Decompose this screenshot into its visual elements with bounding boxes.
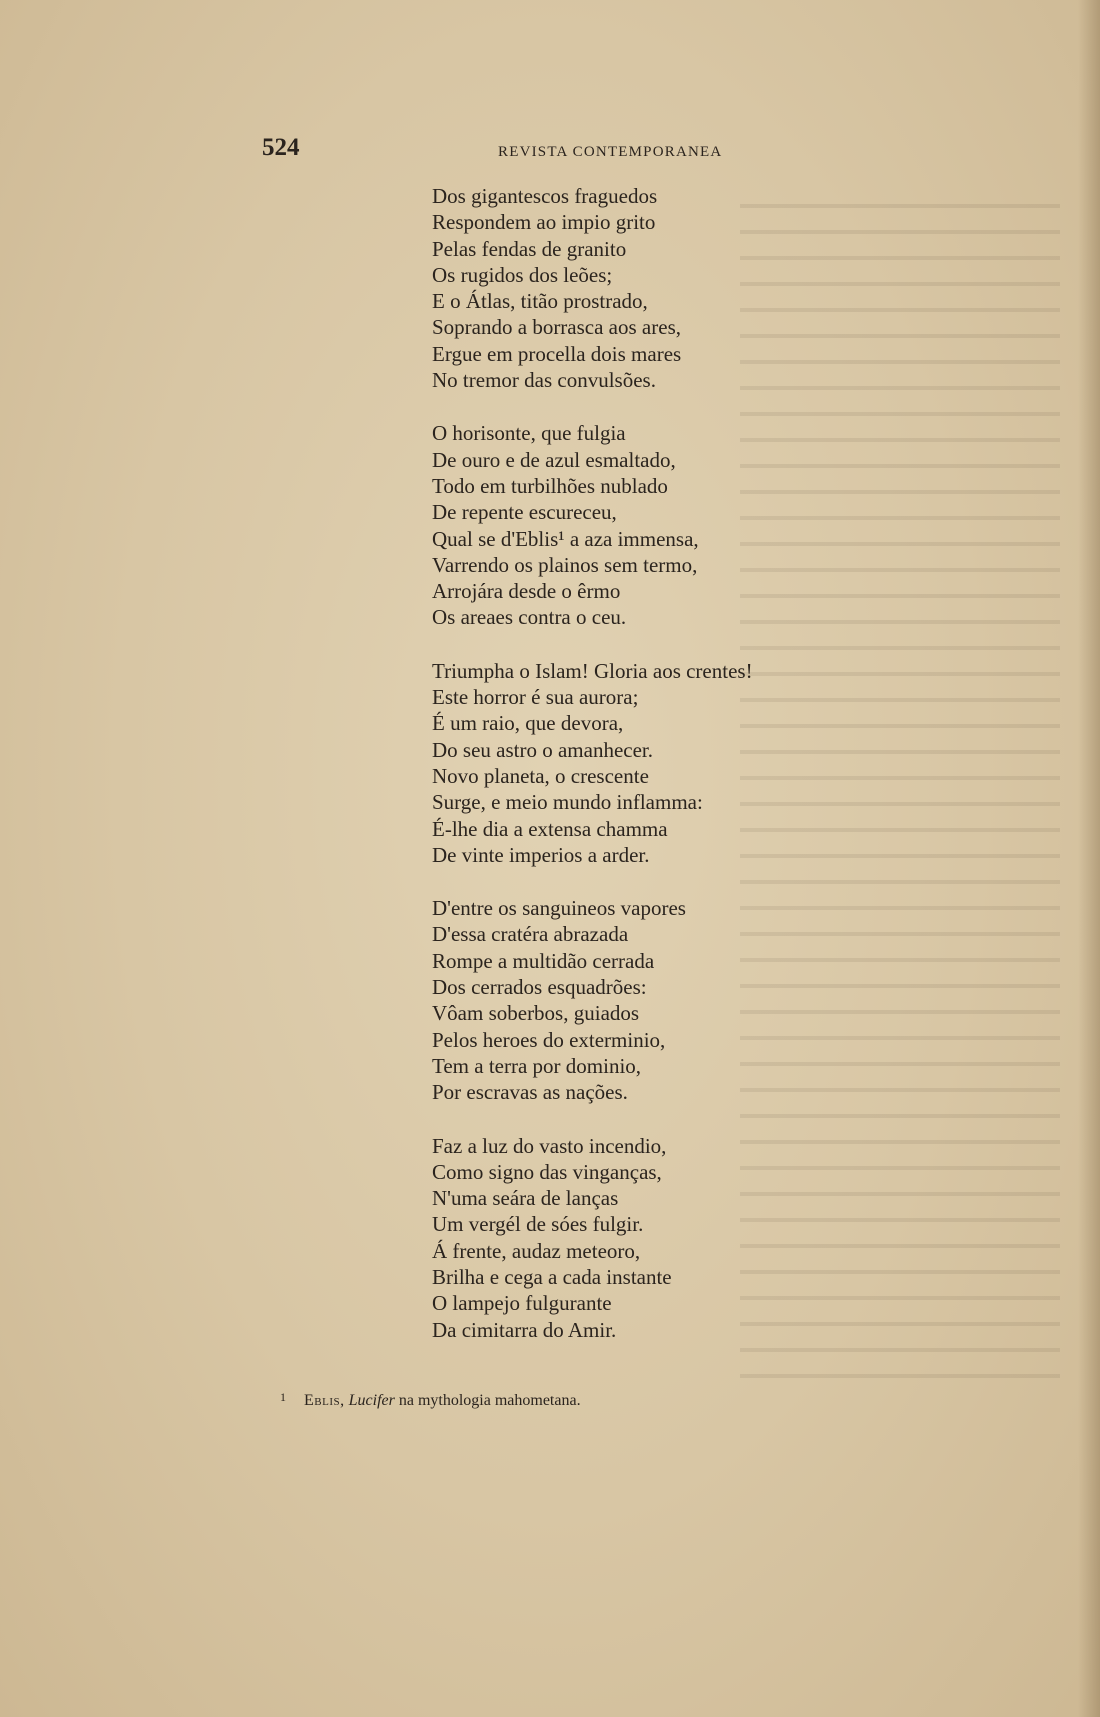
footnote-term: Eblis, — [304, 1392, 345, 1409]
verse-line: Qual se d'Eblis¹ a aza immensa, — [432, 526, 699, 551]
verse-line: Os areaes contra o ceu. — [432, 605, 627, 630]
verse-line: Triumpha o Islam! Gloria aos crentes! — [432, 658, 753, 683]
verse-line: Vôam soberbos, guiados — [432, 1001, 640, 1026]
verse-line: D'entre os sanguineos vapores — [432, 896, 686, 921]
verse-line: O horisonte, que fulgia — [432, 421, 626, 446]
verse-line: Do seu astro o amanhecer. — [432, 737, 654, 762]
verse-line: Os rugidos dos leões; — [432, 262, 613, 287]
verse-line: Pelas fendas de granito — [432, 236, 627, 261]
verse-line: Respondem ao impio grito — [432, 210, 656, 235]
verse-line: Soprando a borrasca aos ares, — [432, 315, 681, 340]
verse-line: Por escravas as nações. — [432, 1080, 628, 1105]
stanza — [432, 420, 812, 630]
verse-line: De ouro e de azul esmaltado, — [432, 447, 676, 472]
footnote — [280, 1390, 581, 1410]
verse-line: Dos gigantescos fraguedos — [432, 184, 658, 208]
verse-line: Rompe a multidão cerrada — [432, 948, 655, 973]
verse-line: Varrendo os plainos sem termo, — [432, 552, 698, 577]
verse-line: Faz a luz do vasto incendio, — [432, 1133, 667, 1158]
verse-line: Arrojára desde o êrmo — [432, 579, 621, 604]
verse-line: Á frente, audaz meteoro, — [432, 1238, 641, 1263]
footnote-italic-term: Lucifer — [348, 1392, 395, 1409]
poem — [432, 183, 812, 1343]
verse-line: O lampejo fulgurante — [432, 1291, 612, 1316]
verse-line: É um raio, que devora, — [432, 711, 624, 736]
verse-line: D'essa cratéra abrazada — [432, 922, 629, 947]
verse-line: Como signo das vinganças, — [432, 1159, 662, 1184]
verse-line: Da cimitarra do Amir. — [432, 1317, 617, 1342]
verse-line: Um vergél de sóes fulgir. — [432, 1212, 644, 1237]
running-title: REVISTA CONTEMPORANEA — [498, 144, 723, 160]
verse-line: Todo em turbilhões nublado — [432, 473, 668, 498]
stanza — [432, 895, 812, 1105]
verse-line: De vinte imperios a arder. — [432, 842, 650, 867]
verse-line: N'uma seára de lanças — [432, 1186, 619, 1211]
footnote-marker: 1 — [280, 1390, 286, 1404]
verse-line: No tremor das convulsões. — [432, 368, 656, 393]
page-number: 524 — [262, 134, 300, 161]
verse-line: Surge, e meio mundo inflamma: — [432, 790, 703, 815]
page-header — [262, 134, 732, 164]
footnote-text: na mythologia mahometana. — [398, 1392, 581, 1409]
verse-line: Dos cerrados esquadrões: — [432, 975, 647, 1000]
verse-line: Ergue em procella dois mares — [432, 341, 682, 366]
stanza — [432, 658, 812, 868]
stanza — [432, 1133, 812, 1343]
stanza — [432, 183, 812, 393]
verse-line: Pelos heroes do exterminio, — [432, 1027, 666, 1052]
verse-line: E o Átlas, titão prostrado, — [432, 289, 648, 314]
page-edge-shadow — [1078, 0, 1100, 1717]
verse-line: Tem a terra por dominio, — [432, 1053, 642, 1078]
verse-line: É-lhe dia a extensa chamma — [432, 816, 668, 841]
verse-line: De repente escureceu, — [432, 500, 617, 525]
verse-line: Novo planeta, o crescente — [432, 763, 649, 788]
verse-line: Brilha e cega a cada instante — [432, 1264, 672, 1289]
verse-line: Este horror é sua aurora; — [432, 685, 639, 710]
